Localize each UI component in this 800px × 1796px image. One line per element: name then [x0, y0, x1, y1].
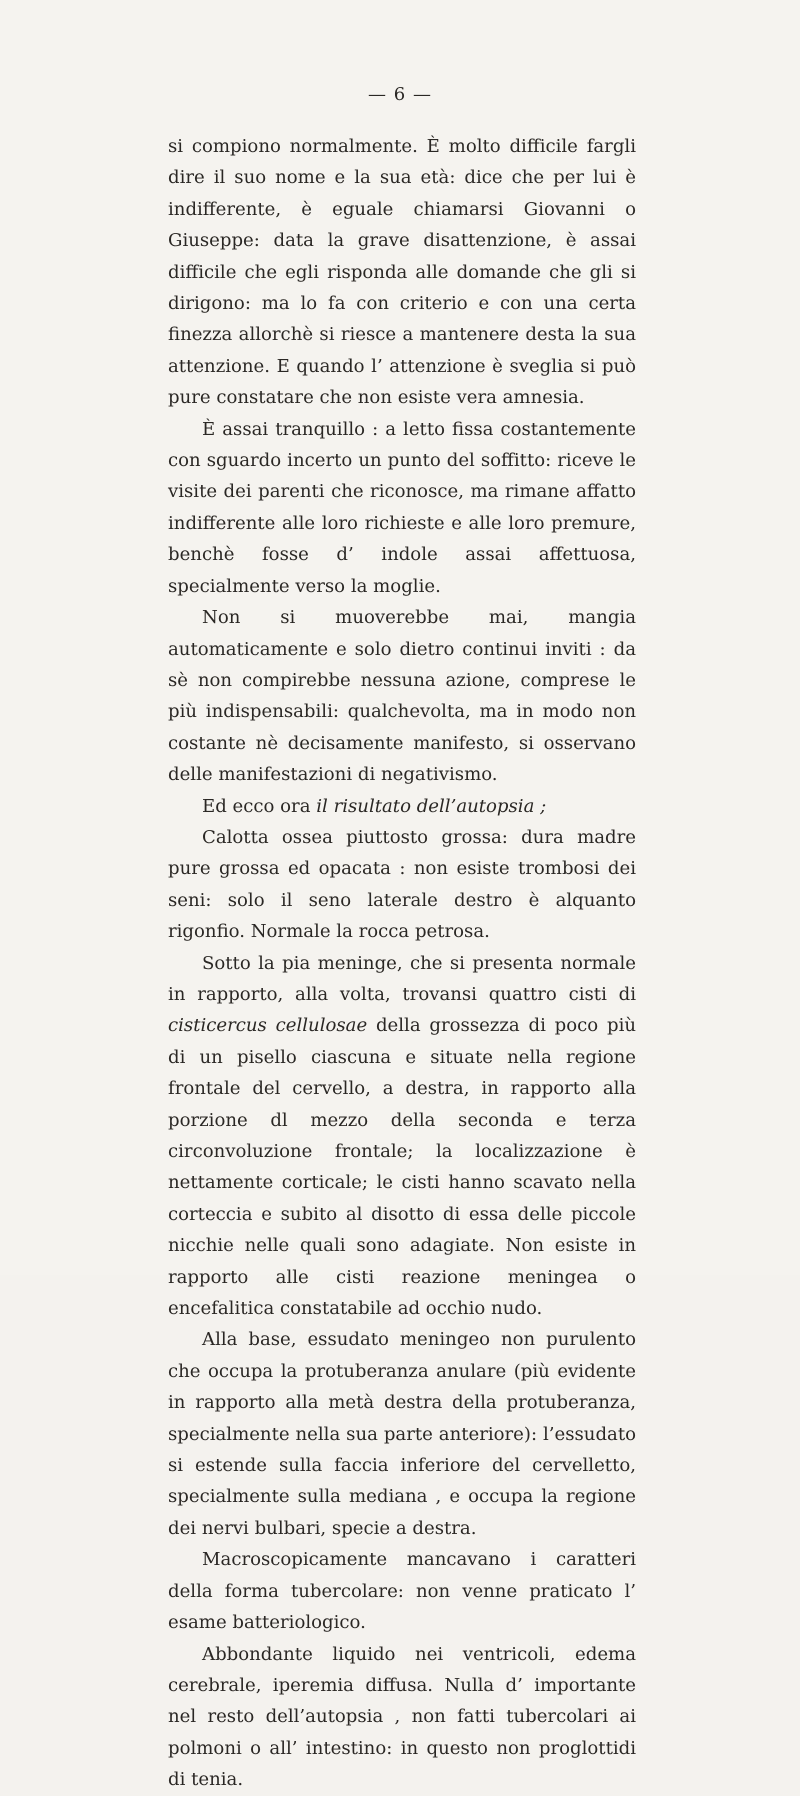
cyst-species-name: cisticercus cellulosae: [168, 1015, 368, 1037]
paragraph-continuation: si compiono normalmente. È molto difficile fargli dire il suo nome e la sua età: dice che per lui è indifferente, è eguale chiamarsi Giovanni o Giuseppe: data la grave disattenzione, è assai difficile che egli risponda alle domande che gli si dirigono: ma lo fa con criterio e con una certa finezza allorchè si riesce a mantenere desta la sua attenzione. E quando l’ attenzione è sveglia si può pure constatare che non esiste vera amnesia.: [168, 136, 636, 409]
paragraph-abbondante: Abbondante liquido nei ventricoli, edema cerebrale, iperemia diffusa. Nulla d’ importante nel resto dell’autopsia , non fatti tubercolari ai polmoni o all’ intestino: in questo non proglottidi di tenia.: [168, 1643, 636, 1791]
cyst-text-after: della grossezza di poco più di un pisello ciascuna e situate nella regione frontale del cervello, a destra, in rapporto alla porzione dl mezzo della seconda e terza circonvoluzione frontale; la localizzazione è nettamente corticale; le cisti hanno scavato nella corteccia e subito al disotto di essa delle piccole nicchie nelle quali sono adagiate. Non esiste in rapporto alle cisti reazione meningea o encefalitica constatabile ad occhio nudo.: [168, 1015, 637, 1320]
page-number: — 6 —: [368, 84, 432, 105]
paragraph-base: Alla base, essudato meningeo non purulento che occupa la protuberanza anulare (più evidente in rapporto alla metà destra della protuberanza, specialmente nella sua parte anteriore): l’essudato si estende sulla faccia inferiore del cervelletto, specialmente sulla mediana , e occupa la regione dei nervi bulbari, specie a destra.: [168, 1329, 636, 1539]
intro-text: Ed ecco ora: [202, 795, 317, 817]
intro-emphasis: il risultato dell’autopsia ;: [316, 795, 547, 817]
paragraph-cisti: [168, 948, 636, 1325]
paragraph-calotta: Calotta ossea piuttosto grossa: dura madre pure grossa ed opacata : non esiste trombosi dei seni: solo il seno laterale destro è alquanto rigonfio. Normale la rocca petrosa.: [168, 826, 636, 943]
paragraph-macroscopicamente: Macroscopicamente mancavano i caratteri della forma tubercolare: non venne praticato l’ esame batteriologico.: [168, 1549, 636, 1634]
body-text: [168, 131, 636, 1796]
paragraph-muoverebbe: Non si muoverebbe mai, mangia automaticamente e solo dietro continui inviti : da sè non compirebbe nessuna azione, comprese le più indispensabili: qualchevolta, ma in modo non costante nè decisamente manifesto, si osservano delle manifestazioni di negativismo.: [168, 607, 636, 786]
paragraph-autopsia-intro: [168, 791, 636, 822]
cyst-text-before: Sotto la pia meninge, che si presenta normale in rapporto, alla volta, trovansi quattro cisti di: [168, 952, 636, 1005]
paragraph-tranquillo: È assai tranquillo : a letto fissa costantemente con sguardo incerto un punto del soffitto: riceve le visite dei parenti che riconosce, ma rimane affatto indifferente alle loro richieste e alle loro premure, benchè fosse d’ indole assai affettuosa, specialmente verso la moglie.: [168, 418, 636, 597]
